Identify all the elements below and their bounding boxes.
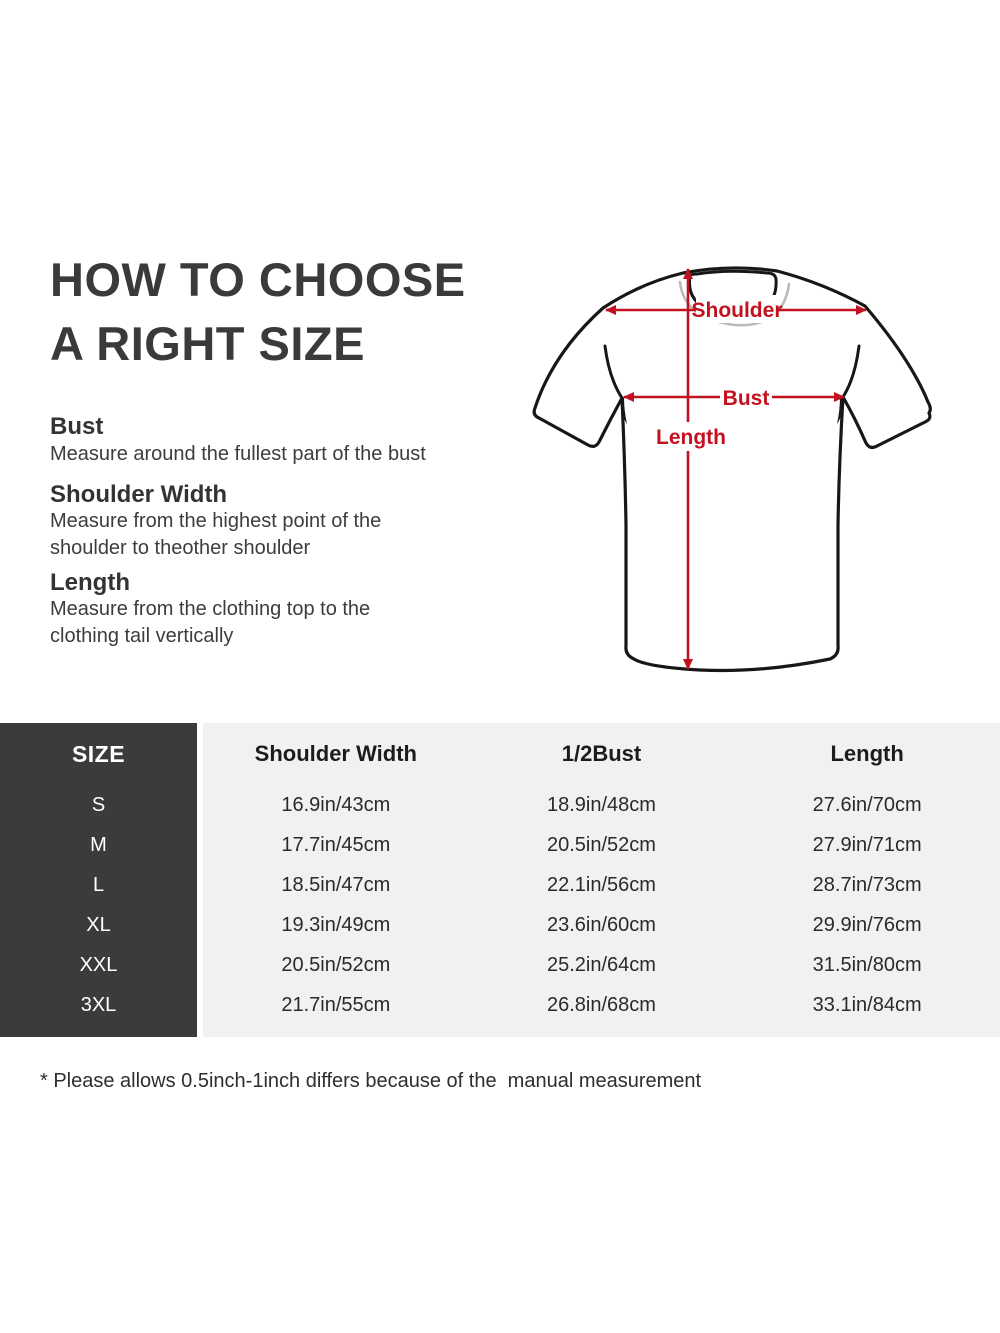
tshirt-outline <box>534 268 930 671</box>
cell-xxl-bust: 25.2in/64cm <box>547 953 656 976</box>
length-heading: Length <box>50 569 130 596</box>
cell-3xl-length: 33.1in/84cm <box>812 993 922 1016</box>
size-table-header-row <box>203 723 1000 785</box>
cell-xl-bust: 23.6in/60cm <box>547 913 656 936</box>
table-row-3xl <box>203 985 1000 1025</box>
cell-3xl-bust: 26.8in/68cm <box>547 993 656 1016</box>
column-header-half-bust: 1/2Bust <box>561 741 642 766</box>
size-label-s: S <box>91 793 106 816</box>
cell-s-length: 27.6in/70cm <box>812 793 922 816</box>
length-description-line2: clothing tail vertically <box>50 625 234 647</box>
length-description <box>50 596 510 650</box>
size-label-3xl: 3XL <box>80 993 117 1016</box>
page-title-line1: HOW TO CHOOSE <box>50 253 466 306</box>
column-header-shoulder-width: Shoulder Width <box>254 741 417 766</box>
bust-arrow-label: Bust <box>722 387 770 410</box>
cell-s-shoulder: 16.9in/43cm <box>281 793 391 816</box>
cell-l-bust: 22.1in/56cm <box>547 873 656 896</box>
page-title-line2: A RIGHT SIZE <box>50 317 365 370</box>
table-row-m <box>203 825 1000 865</box>
cell-xl-shoulder: 19.3in/49cm <box>281 913 391 936</box>
size-table <box>0 723 1000 1037</box>
cell-xxl-length: 31.5in/80cm <box>812 953 922 976</box>
size-label-xxl: XXL <box>79 953 118 976</box>
tshirt-measurement-diagram <box>520 250 940 690</box>
size-table-size-column <box>0 723 197 1037</box>
shoulder-description-line1: Measure from the highest point of the <box>50 510 382 532</box>
size-label-l: L <box>92 873 105 896</box>
cell-l-length: 28.7in/73cm <box>812 873 922 896</box>
cell-m-length: 27.9in/71cm <box>812 833 922 856</box>
size-column-header: SIZE <box>71 740 126 767</box>
column-header-length: Length <box>830 741 904 766</box>
cell-l-shoulder: 18.5in/47cm <box>281 873 391 896</box>
shoulder-width-heading: Shoulder Width <box>50 481 228 508</box>
shoulder-description-line2: shoulder to theother shoulder <box>50 537 311 559</box>
bust-description-line1: Measure around the fullest part of the bust <box>50 443 426 465</box>
table-row-l <box>203 865 1000 905</box>
cell-m-shoulder: 17.7in/45cm <box>281 833 391 856</box>
length-arrow-label: Length <box>656 426 726 449</box>
measurement-disclaimer: * Please allows 0.5inch-1inch differs because of the manual measurement <box>40 1070 702 1092</box>
bust-heading: Bust <box>50 413 104 440</box>
shoulder-arrow-label: Shoulder <box>691 299 783 322</box>
size-table-data-columns <box>203 723 1000 1037</box>
cell-xxl-shoulder: 20.5in/52cm <box>281 953 391 976</box>
table-row-xxl <box>203 945 1000 985</box>
page-title <box>50 248 466 376</box>
shoulder-width-description <box>50 508 510 562</box>
length-description-line1: Measure from the clothing top to the <box>50 598 371 620</box>
cell-3xl-shoulder: 21.7in/55cm <box>281 993 391 1016</box>
cell-xl-length: 29.9in/76cm <box>812 913 922 936</box>
size-label-m: M <box>90 833 107 856</box>
cell-m-bust: 20.5in/52cm <box>547 833 656 856</box>
table-row-s <box>203 785 1000 825</box>
table-row-xl <box>203 905 1000 945</box>
bust-description <box>50 441 510 468</box>
size-label-xl: XL <box>86 913 111 936</box>
cell-s-bust: 18.9in/48cm <box>547 793 656 816</box>
